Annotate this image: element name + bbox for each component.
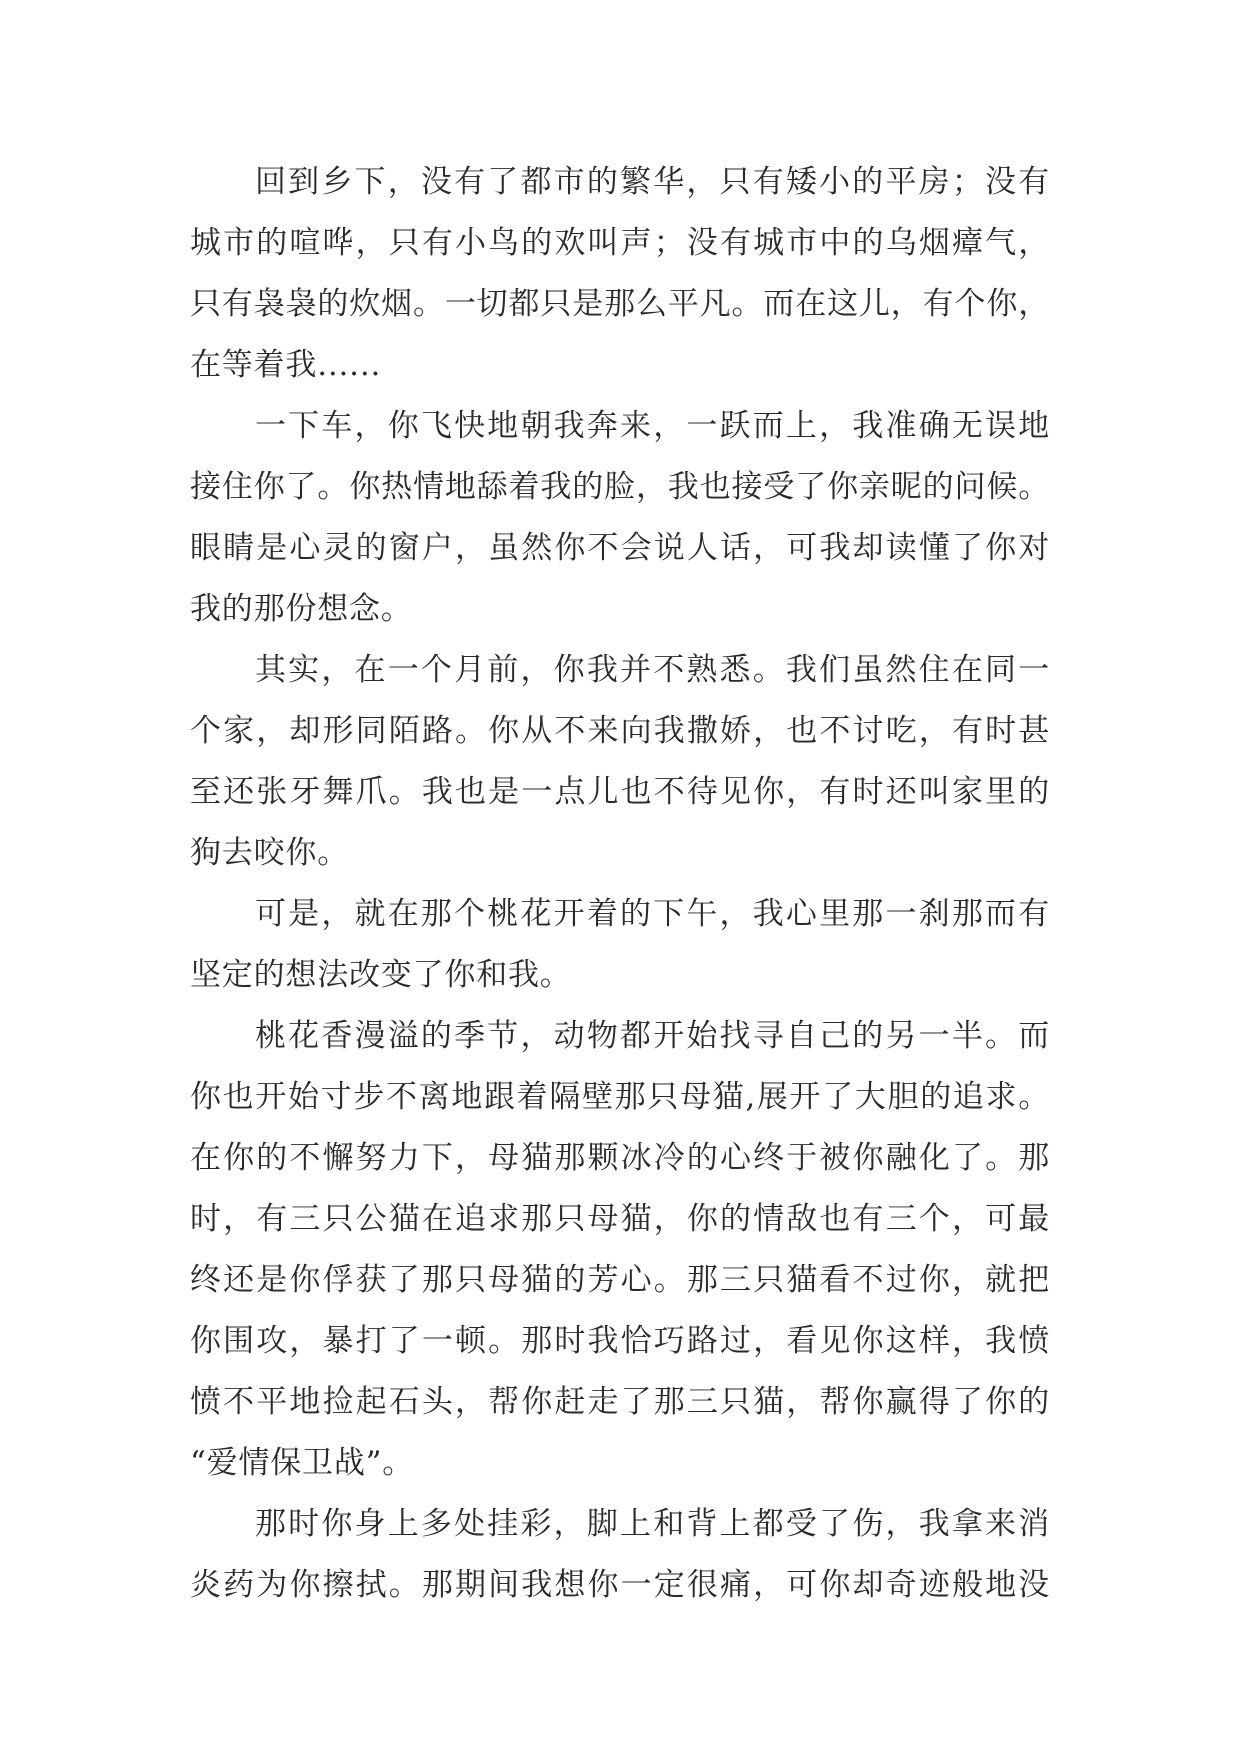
paragraph — [190, 152, 1050, 396]
text-line: 至还张牙舞爪。我也是一点儿也不待见你，有时还叫家里的 — [190, 774, 1050, 810]
text-line: 那时你身上多处挂彩，脚上和背上都受了伤，我拿来消 — [255, 1506, 1050, 1542]
text-line: 你围攻，暴打了一顿。那时我恰巧路过，看见你这样，我愤 — [190, 1323, 1050, 1359]
text-line: 眼睛是心灵的窗户，虽然你不会说人话，可我却读懂了你对 — [190, 530, 1050, 566]
text-line: 城市的喧哗，只有小鸟的欢叫声；没有城市中的乌烟瘴气， — [190, 225, 1050, 261]
paragraph — [190, 396, 1050, 640]
text-line: 其实，在一个月前，你我并不熟悉。我们虽然住在同一 — [255, 652, 1050, 688]
text-line: “爱情保卫战”。 — [190, 1445, 415, 1481]
text-line: 在等着我...... — [190, 347, 382, 383]
text-line: 可是，就在那个桃花开着的下午，我心里那一刹那而有 — [255, 896, 1050, 932]
text-line: 个家，却形同陌路。你从不来向我撒娇，也不讨吃，有时甚 — [190, 713, 1050, 749]
text-line: 回到乡下，没有了都市的繁华，只有矮小的平房；没有 — [255, 164, 1050, 200]
paragraph — [190, 640, 1050, 884]
document-body — [190, 152, 1050, 1616]
text-line: 愤不平地捡起石头，帮你赶走了那三只猫，帮你赢得了你的 — [190, 1384, 1050, 1420]
text-line: 桃花香漫溢的季节，动物都开始找寻自己的另一半。而 — [255, 1018, 1050, 1054]
paragraph — [190, 1494, 1050, 1616]
text-line: 一下车，你飞快地朝我奔来，一跃而上，我准确无误地 — [255, 408, 1050, 444]
text-line: 坚定的想法改变了你和我。 — [190, 957, 572, 993]
text-line: 接住你了。你热情地舔着我的脸，我也接受了你亲昵的问候。 — [190, 469, 1050, 505]
text-line: 狗去咬你。 — [190, 835, 349, 871]
text-line: 你也开始寸步不离地跟着隔壁那只母猫,展开了大胆的追求。 — [190, 1079, 1050, 1115]
text-line: 只有袅袅的炊烟。一切都只是那么平凡。而在这儿，有个你， — [190, 286, 1050, 322]
paragraph — [190, 884, 1050, 1006]
paragraph — [190, 1006, 1050, 1494]
text-line: 在你的不懈努力下，母猫那颗冰冷的心终于被你融化了。那 — [190, 1140, 1050, 1176]
text-line: 炎药为你擦拭。那期间我想你一定很痛，可你却奇迹般地没 — [190, 1567, 1050, 1603]
text-line: 终还是你俘获了那只母猫的芳心。那三只猫看不过你，就把 — [190, 1262, 1050, 1298]
text-line: 时，有三只公猫在追求那只母猫，你的情敌也有三个，可最 — [190, 1201, 1050, 1237]
text-line: 我的那份想念。 — [190, 591, 413, 627]
